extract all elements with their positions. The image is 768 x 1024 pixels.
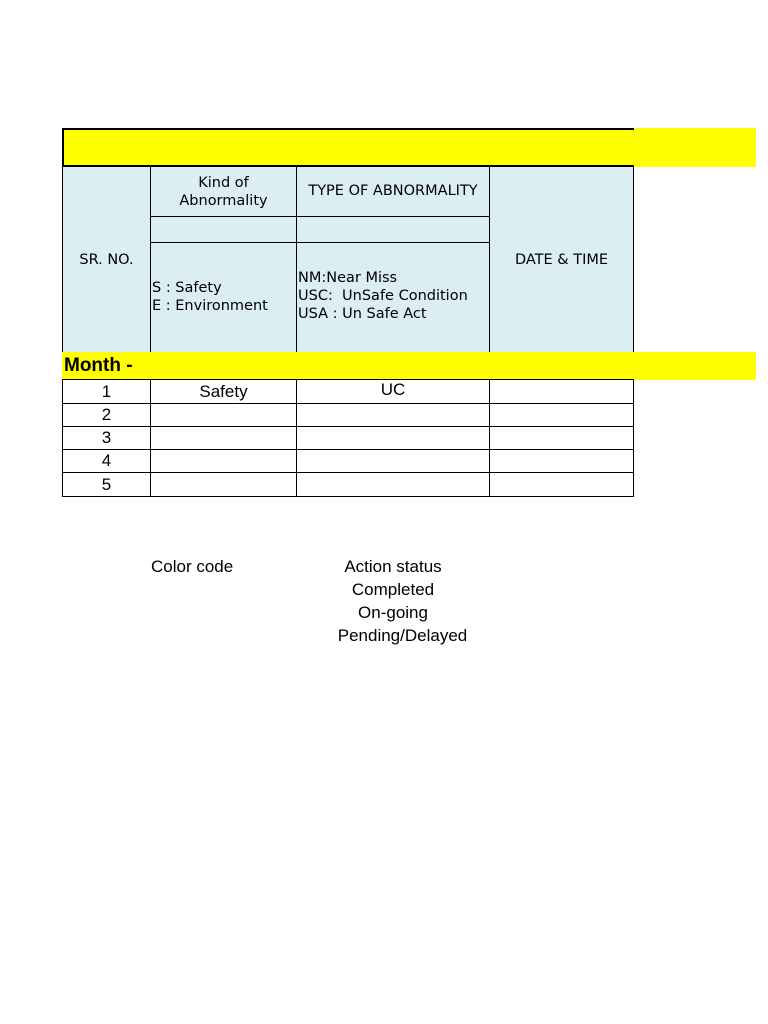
kind-title: Kind of Abnormality — [179, 174, 268, 209]
type-legend-line: USA : Un Safe Act — [298, 306, 427, 322]
type-title: TYPE OF ABNORMALITY — [308, 183, 478, 199]
table-cell-kind[interactable] — [150, 472, 297, 497]
status-ongoing: On-going — [358, 603, 428, 622]
type-legend-line: USC: UnSafe Condition — [298, 288, 468, 304]
kind-legend-cell — [150, 242, 297, 353]
status-pending: Pending/Delayed — [337, 626, 468, 645]
data-table — [62, 379, 634, 497]
action-status-label: Action status — [344, 557, 442, 576]
sr-no-label: SR. NO. — [79, 251, 134, 268]
table-cell-type[interactable] — [296, 379, 490, 404]
table-cell-type[interactable] — [296, 403, 490, 427]
status-completed: Completed — [351, 580, 435, 599]
table-cell-sr — [62, 379, 151, 404]
date-time-header — [489, 166, 634, 353]
type-subheader-blank — [296, 216, 490, 243]
table-cell-kind[interactable] — [150, 426, 297, 450]
date-time-label: DATE & TIME — [514, 251, 609, 268]
table-cell-type[interactable] — [296, 426, 490, 450]
type-header — [296, 166, 490, 217]
table-cell-date[interactable] — [489, 379, 634, 404]
color-code-label: Color code — [151, 557, 234, 576]
table-cell-type[interactable] — [296, 472, 490, 497]
cell-text: 4 — [101, 451, 112, 470]
cell-text: Safety — [199, 381, 248, 401]
table-cell-date[interactable] — [489, 403, 634, 427]
table-cell-kind[interactable] — [150, 379, 297, 404]
table-cell-sr — [62, 403, 151, 427]
cell-text: 1 — [101, 381, 112, 401]
table-cell-sr — [62, 472, 151, 497]
table-cell-sr — [62, 426, 151, 450]
cell-text: UC — [380, 380, 406, 399]
cell-text: 2 — [101, 405, 112, 424]
table-cell-date[interactable] — [489, 472, 634, 497]
table-cell-sr — [62, 449, 151, 473]
kind-legend-line: E : Environment — [152, 298, 268, 314]
table-cell-type[interactable] — [296, 449, 490, 473]
kind-legend-line: S : Safety — [152, 280, 222, 296]
table-cell-date[interactable] — [489, 426, 634, 450]
month-band — [62, 352, 756, 380]
title-band-border — [62, 128, 634, 167]
type-legend-cell — [296, 242, 490, 353]
sr-no-header — [62, 166, 151, 353]
cell-text: 3 — [101, 428, 112, 447]
cell-text: 5 — [101, 474, 112, 494]
type-legend-line: NM:Near Miss — [298, 270, 398, 286]
kind-header — [150, 166, 297, 217]
table-cell-kind[interactable] — [150, 403, 297, 427]
kind-subheader-blank — [150, 216, 297, 243]
month-label: Month - — [64, 355, 133, 376]
table-cell-kind[interactable] — [150, 449, 297, 473]
table-cell-date[interactable] — [489, 449, 634, 473]
